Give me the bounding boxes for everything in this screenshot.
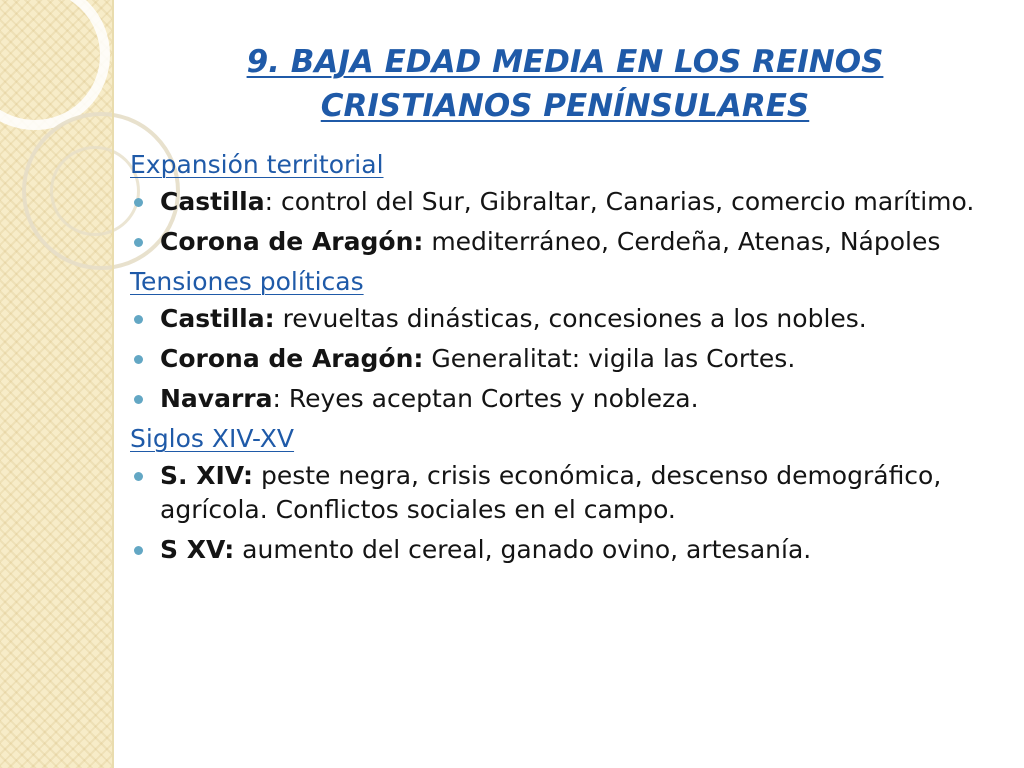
bullet-text: : Reyes aceptan Cortes y nobleza. bbox=[272, 384, 699, 413]
list-item bbox=[130, 382, 990, 416]
bullet-text: : control del Sur, Gibraltar, Canarias, comercio marítimo. bbox=[264, 187, 975, 216]
list-item bbox=[130, 342, 990, 376]
bullet-text: peste negra, crisis económica, descenso demográfico, agrícola. Conflictos sociales en el campo. bbox=[160, 461, 942, 524]
bullet-icon bbox=[134, 355, 143, 364]
bullet-bold-label: Castilla bbox=[160, 187, 265, 216]
list-item bbox=[130, 459, 990, 527]
side-band-edge bbox=[112, 0, 114, 768]
bullet-icon bbox=[134, 546, 143, 555]
bullet-text: Generalitat: vigila las Cortes. bbox=[423, 344, 796, 373]
bullet-bold-label: Corona de Aragón: bbox=[160, 227, 424, 256]
decorative-side-band bbox=[0, 0, 112, 768]
decorative-ring bbox=[0, 0, 110, 130]
bullet-bold-label: Castilla: bbox=[160, 304, 275, 333]
slide-title bbox=[130, 40, 1000, 128]
list-item bbox=[130, 302, 990, 336]
slide-title-line-1: 9. BAJA EDAD MEDIA EN LOS REINOS bbox=[246, 44, 884, 80]
bullet-icon bbox=[134, 472, 143, 481]
list-item bbox=[130, 533, 990, 567]
list-item bbox=[130, 185, 990, 219]
bullet-icon bbox=[134, 315, 143, 324]
bullet-text: aumento del cereal, ganado ovino, artesanía. bbox=[234, 535, 812, 564]
bullet-bold-label: Corona de Aragón: bbox=[160, 344, 424, 373]
slide-title-line-2: CRISTIANOS PENÍNSULARES bbox=[320, 88, 810, 124]
bullet-bold-label: Navarra bbox=[160, 384, 273, 413]
bullet-icon bbox=[134, 395, 143, 404]
bullet-icon bbox=[134, 238, 143, 247]
decorative-ring bbox=[50, 146, 140, 236]
section-heading-siglos: Siglos XIV-XV bbox=[130, 424, 295, 453]
list-item bbox=[130, 225, 990, 259]
bullet-text: revueltas dinásticas, concesiones a los nobles. bbox=[274, 304, 867, 333]
bullet-text: mediterráneo, Cerdeña, Atenas, Nápoles bbox=[423, 227, 941, 256]
bullet-icon bbox=[134, 198, 143, 207]
bullet-bold-label: S. XIV: bbox=[160, 461, 254, 490]
slide-body bbox=[130, 148, 990, 573]
section-heading-tensiones: Tensiones políticas bbox=[130, 267, 364, 296]
section-heading-expansion: Expansión territorial bbox=[130, 150, 384, 179]
bullet-bold-label: S XV: bbox=[160, 535, 235, 564]
